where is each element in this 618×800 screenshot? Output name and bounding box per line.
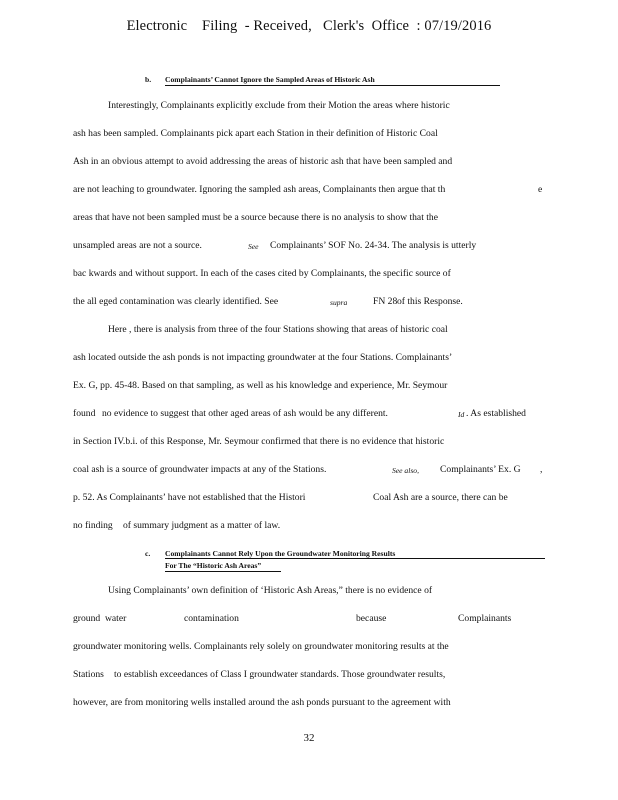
- body-line: Using Complainants’ own definition of ‘Historic Ash Areas,” there is no evidence of: [108, 585, 433, 596]
- body-line: ash has been sampled. Complainants pick apart each Station in their definition of Historic Coal: [73, 128, 438, 139]
- body-line: areas that have not been sampled must be a source because there is no analysis to show that the: [73, 212, 438, 223]
- section-b-marker: b.: [145, 75, 152, 84]
- body-line: Here , there is analysis from three of the four Stations showing that areas of historic coal: [108, 324, 448, 335]
- body-line: groundwater monitoring wells. Complainants rely solely on groundwater monitoring results at the: [73, 641, 449, 652]
- section-c-marker: c.: [145, 549, 151, 558]
- body-line: coal ash is a source of groundwater impacts at any of the Stations.: [73, 464, 327, 475]
- page-number: 32: [303, 732, 315, 744]
- section-b-title: Complainants’ Cannot Ignore the Sampled Areas of Historic Ash: [165, 75, 375, 84]
- citation-signal: See: [248, 242, 259, 251]
- citation-signal: See also,: [392, 466, 419, 475]
- citation-signal: Id: [458, 410, 465, 419]
- section-b-underline: [165, 85, 500, 86]
- body-line: bac kwards and without support. In each of the cases cited by Complainants, the specific source of: [73, 268, 451, 279]
- body-line: found: [73, 408, 96, 419]
- section-c-title-line2: For The “Historic Ash Areas”: [165, 561, 262, 570]
- body-fragment: e: [538, 184, 543, 195]
- filing-header: Electronic Filing - Received, Clerk's Office : 07/19/2016: [126, 18, 492, 34]
- body-fragment: contamination: [184, 613, 239, 624]
- body-fragment: . As established: [466, 408, 526, 419]
- body-line: Ash in an obvious attempt to avoid addressing the areas of historic ash that have been sampled and: [73, 156, 453, 167]
- citation-signal: supra: [330, 298, 348, 307]
- body-fragment: ,: [540, 464, 543, 475]
- body-fragment: water: [105, 613, 127, 624]
- body-fragment: Coal Ash are a source, there can be: [373, 492, 508, 503]
- body-fragment: of this Response.: [397, 296, 463, 307]
- body-fragment: ground: [73, 613, 101, 624]
- body-line: Ex. G, pp. 45-48. Based on that sampling, as well as his knowledge and experience, Mr. Seymour: [73, 380, 448, 391]
- body-fragment: Complainants’ Ex. G: [440, 464, 521, 475]
- body-fragment: to establish exceedances of Class I groundwater standards. Those groundwater results,: [114, 669, 446, 680]
- body-fragment: of summary judgment as a matter of law.: [123, 520, 281, 531]
- body-line: unsampled areas are not a source.: [73, 240, 202, 251]
- body-line: ash located outside the ash ponds is not impacting groundwater at the four Stations. Complainants’: [73, 352, 453, 363]
- body-line: Interestingly, Complainants explicitly exclude from their Motion the areas where historic: [108, 100, 450, 111]
- body-fragment: Stations: [73, 669, 104, 680]
- section-c-title: Complainants Cannot Rely Upon the Groundwater Monitoring Results: [165, 549, 396, 558]
- body-fragment: Complainants: [458, 613, 512, 624]
- body-line: no finding: [73, 520, 113, 531]
- body-line: p. 52. As Complainants’ have not established that the Histori: [73, 492, 306, 503]
- body-fragment: FN 28: [373, 296, 398, 307]
- body-line: however, are from monitoring wells installed around the ash ponds pursuant to the agreement with: [73, 697, 451, 708]
- section-c-underline-2: [165, 571, 281, 572]
- body-fragment: no evidence to suggest that other aged areas of ash would be any different.: [102, 408, 388, 419]
- body-line: the all eged contamination was clearly identified. See: [73, 296, 279, 307]
- body-fragment: because: [356, 613, 387, 624]
- section-c-underline: [165, 558, 545, 559]
- body-fragment: Complainants’ SOF No. 24-34. The analysis is utterly: [270, 240, 477, 251]
- body-line: are not leaching to groundwater. Ignoring the sampled ash areas, Complainants then argue that th: [73, 184, 446, 195]
- body-line: in Section IV.b.i. of this Response, Mr. Seymour confirmed that there is no evidence that historic: [73, 436, 445, 447]
